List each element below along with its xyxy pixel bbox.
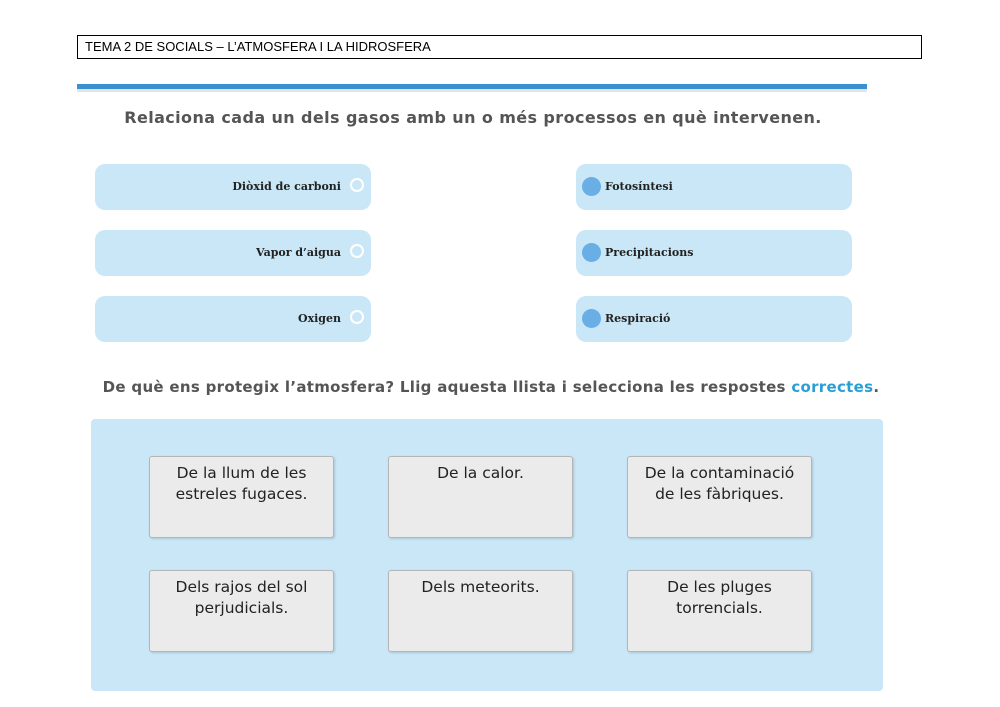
match-right-label: Fotosíntesi (605, 180, 673, 193)
match-left-label: Oxigen (297, 312, 341, 325)
connector-dot-icon[interactable] (350, 244, 364, 258)
match-right-label: Precipitacions (605, 246, 694, 259)
match-left-label: Vapor d’aigua (256, 246, 341, 259)
answer-option[interactable]: De la contaminació de les fàbriques. (627, 456, 812, 538)
selection-instruction-text: De què ens protegix l’atmosfera? Llig aquesta llista i selecciona les respostes (102, 378, 792, 396)
answer-option[interactable]: De les pluges torrencials. (627, 570, 812, 652)
connector-dot-icon[interactable] (582, 309, 601, 328)
connector-dot-icon[interactable] (582, 243, 601, 262)
selection-instruction (0, 378, 982, 396)
answer-option[interactable]: De la calor. (388, 456, 573, 538)
answer-option[interactable]: Dels rajos del sol perjudicials. (149, 570, 334, 652)
connector-dot-icon[interactable] (350, 310, 364, 324)
selection-instruction-highlight: correctes (791, 378, 874, 396)
connector-dot-icon[interactable] (350, 178, 364, 192)
answer-option[interactable]: De la llum de les estreles fugaces. (149, 456, 334, 538)
match-right-item[interactable] (576, 296, 852, 342)
answer-option[interactable]: Dels meteorits. (388, 570, 573, 652)
selection-instruction-end: . (873, 378, 880, 396)
worksheet-header: TEMA 2 DE SOCIALS – L’ATMOSFERA I LA HIDROSFERA (77, 35, 922, 59)
match-left-label: Diòxid de carboni (232, 180, 341, 193)
matching-instruction: Relaciona cada un dels gasos amb un o més processos en què intervenen. (124, 108, 822, 127)
match-left-item[interactable] (95, 296, 371, 342)
match-left-item[interactable] (95, 230, 371, 276)
connector-dot-icon[interactable] (582, 177, 601, 196)
match-right-label: Respiració (605, 312, 671, 325)
match-right-item[interactable] (576, 164, 852, 210)
accent-bar-shadow (77, 89, 867, 92)
match-left-item[interactable] (95, 164, 371, 210)
match-right-item[interactable] (576, 230, 852, 276)
